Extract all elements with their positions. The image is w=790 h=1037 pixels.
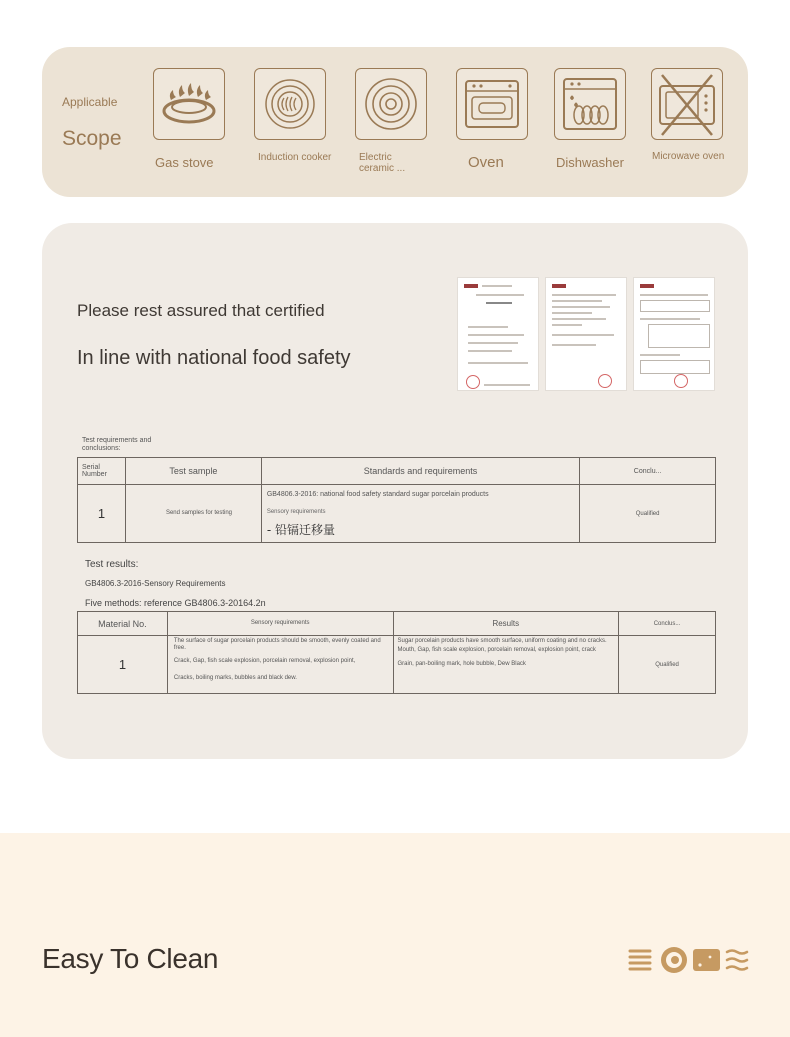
sponge-icon xyxy=(693,949,720,971)
row-serial: 1 xyxy=(78,485,126,543)
scope-label-gas-stove: Gas stove xyxy=(155,155,214,170)
row2-number: 1 xyxy=(78,636,168,694)
row2-req3: Cracks, boiling marks, bubbles and black dew. xyxy=(173,675,297,681)
results-methods: Five methods: reference GB4806.3-20164.2n xyxy=(85,598,266,608)
scope-label-electric-ceramic: Electric ceramic ... xyxy=(359,152,406,174)
table1-caption: Test requirements and conclusions: xyxy=(82,437,152,452)
header-conclusion: Conclu... xyxy=(580,458,716,485)
dishwasher-icon xyxy=(554,68,626,140)
row2-req1: The surface of sugar porcelain products should be smooth, evenly coated and free. xyxy=(173,638,381,651)
requirements-table xyxy=(77,457,716,543)
results-table xyxy=(77,611,716,694)
row2-results-cell xyxy=(393,636,619,694)
electric-ceramic-icon xyxy=(355,68,427,140)
row-migration: - 铅镉迁移量 xyxy=(266,523,335,537)
header-conclusion2: Conclus... xyxy=(619,612,716,636)
row-sensory: Sensory requirements xyxy=(266,509,326,515)
row-sample: Send samples for testing xyxy=(125,485,261,543)
row-conclusion: Qualified xyxy=(580,485,716,543)
test-report-page-1[interactable] xyxy=(457,277,539,391)
cert-headline-1: Please rest assured that certified xyxy=(77,301,325,320)
row2-conclusion: Qualified xyxy=(619,636,716,694)
spiral-icon xyxy=(661,947,687,973)
header-test-sample: Test sample xyxy=(125,458,261,485)
row-standard-cell xyxy=(261,485,579,543)
steam-icon xyxy=(727,951,747,970)
easy-clean-icon-row xyxy=(626,945,750,975)
scope-title: Scope xyxy=(62,127,122,150)
scope-label-induction: Induction cooker xyxy=(258,152,332,163)
induction-cooker-icon xyxy=(254,68,326,140)
wave-lines-icon xyxy=(630,951,650,969)
test-report-page-3[interactable] xyxy=(633,277,715,391)
row2-requirements-cell xyxy=(167,636,393,694)
header-serial: Serial Number xyxy=(78,458,126,485)
row2-res2: Mouth, Gap, fish scale explosion, porcelain removal, explosion point, crack xyxy=(397,647,596,653)
row2-res3: Grain, pan-boiling mark, hole bubble, Dew Black xyxy=(397,661,526,667)
microwave-crossed-icon xyxy=(651,68,723,140)
scope-kicker: Applicable xyxy=(62,95,118,109)
cert-headline-2: In line with national food safety xyxy=(77,347,351,369)
header-sensory: Sensory requirements xyxy=(167,612,393,636)
row2-req2: Crack, Gap, fish scale explosion, porcelain removal, explosion point, xyxy=(173,658,356,664)
oven-icon xyxy=(456,68,528,140)
scope-label-oven: Oven xyxy=(468,154,504,171)
header-material: Material No. xyxy=(78,612,168,636)
row2-res1: Sugar porcelain products have smooth surface, uniform coating and no cracks. xyxy=(397,638,607,644)
row-standard: GB4806.3-2016: national food safety standard sugar porcelain products xyxy=(266,491,489,498)
header-standards: Standards and requirements xyxy=(261,458,579,485)
certification-panel xyxy=(42,223,748,759)
results-standard: GB4806.3-2016-Sensory Requirements xyxy=(85,579,226,588)
easy-to-clean-band xyxy=(0,833,790,1037)
test-report-page-2[interactable] xyxy=(545,277,627,391)
easy-to-clean-title: Easy To Clean xyxy=(42,943,219,974)
gas-stove-icon xyxy=(153,68,225,140)
header-results: Results xyxy=(393,612,619,636)
scope-label-microwave: Microwave oven xyxy=(652,151,725,162)
scope-label-dishwasher: Dishwasher xyxy=(556,155,624,170)
results-heading: Test results: xyxy=(85,559,139,570)
applicable-scope-panel xyxy=(42,47,748,197)
